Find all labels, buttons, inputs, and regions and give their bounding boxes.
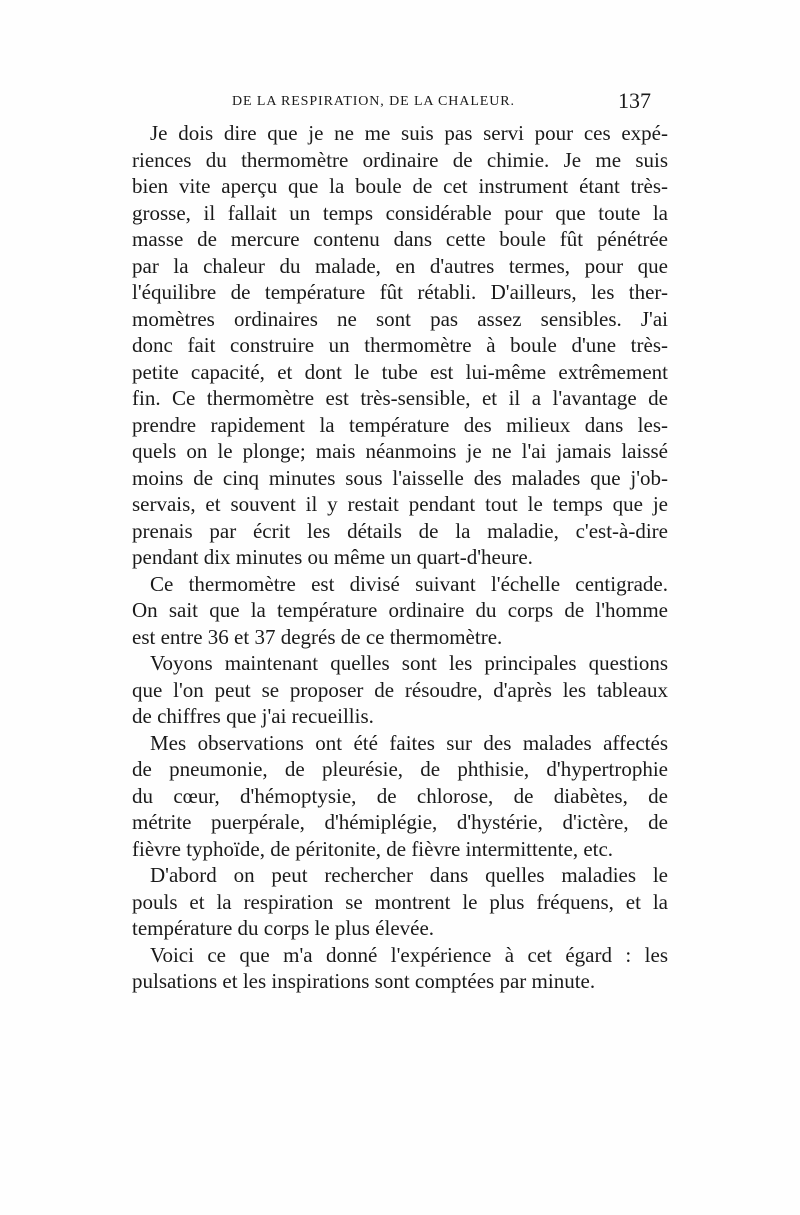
text-line: D'abord on peut rechercher dans quelles maladies le (150, 863, 668, 887)
text-line: servais, et souvent il y restait pendant tout le temps que je (132, 492, 668, 516)
text-line: de pneumonie, de pleurésie, de phthisie, d'hypertrophie (132, 757, 668, 781)
text-line: température du corps le plus élevée. (132, 916, 435, 940)
text-line: pendant dix minutes ou même un quart-d'heure. (132, 545, 533, 569)
text-line: que l'on peut se proposer de résoudre, d'après les tableaux (132, 677, 668, 702)
text-line: quels on le plonge; mais néanmoins je ne l'ai jamais laissé (132, 439, 668, 463)
text-line: masse de mercure contenu dans cette boule fût pénétrée (132, 227, 668, 251)
text-line: du cœur, d'hémoptysie, de chlorose, de diabètes, de (132, 783, 668, 808)
text-line: moins de cinq minutes sous l'aisselle des malades que j'ob- (132, 465, 668, 490)
text-line: est entre 36 et 37 degrés de ce thermomètre. (132, 624, 503, 649)
page-number: 137 (618, 88, 651, 113)
text-line: de chiffres que j'ai recueillis. (132, 704, 374, 728)
text-line: riences du thermomètre ordinaire de chimie. Je me suis (132, 147, 668, 172)
text-line: pouls et la respiration se montrent le plus fréquens, et la (132, 889, 668, 914)
text-line: prenais par écrit les détails de la maladie, c'est-à-dire (132, 518, 668, 543)
body-text (132, 120, 668, 995)
text-line: On sait que la température ordinaire du corps de l'homme (132, 598, 668, 622)
text-line: pulsations et les inspirations sont comptées par minute. (132, 969, 596, 993)
text-line: Ce thermomètre est divisé suivant l'échelle centigrade. (150, 571, 668, 596)
text-line: Voici ce que m'a donné l'expérience à cet égard : les (150, 942, 668, 967)
text-line: Mes observations ont été faites sur des malades affectés (150, 730, 668, 755)
text-line: fièvre typhoïde, de péritonite, de fièvre intermittente, etc. (132, 836, 614, 861)
running-head: DE LA RESPIRATION, DE LA CHALEUR. (232, 94, 515, 109)
text-line: prendre rapidement la température des milieux dans les- (132, 412, 668, 437)
text-line: par la chaleur du malade, en d'autres termes, pour que (132, 253, 668, 278)
text-line: Voyons maintenant quelles sont les principales questions (150, 651, 668, 675)
text-line: métrite puerpérale, d'hémiplégie, d'hystérie, d'ictère, de (132, 810, 668, 834)
text-line: momètres ordinaires ne sont pas assez sensibles. J'ai (132, 306, 668, 331)
text-line: petite capacité, et dont le tube est lui-même extrêmement (132, 359, 668, 384)
text-line: Je dois dire que je ne me suis pas servi pour ces expé- (150, 121, 668, 145)
text-line: fin. Ce thermomètre est très-sensible, et il a l'avantage de (132, 386, 668, 410)
text-line: donc fait construire un thermomètre à boule d'une très- (132, 333, 668, 357)
text-line: l'équilibre de température fût rétabli. D'ailleurs, les ther- (132, 280, 668, 304)
text-line: grosse, il fallait un temps considérable pour que toute la (132, 200, 668, 225)
text-line: bien vite aperçu que la boule de cet instrument étant très- (132, 174, 668, 198)
